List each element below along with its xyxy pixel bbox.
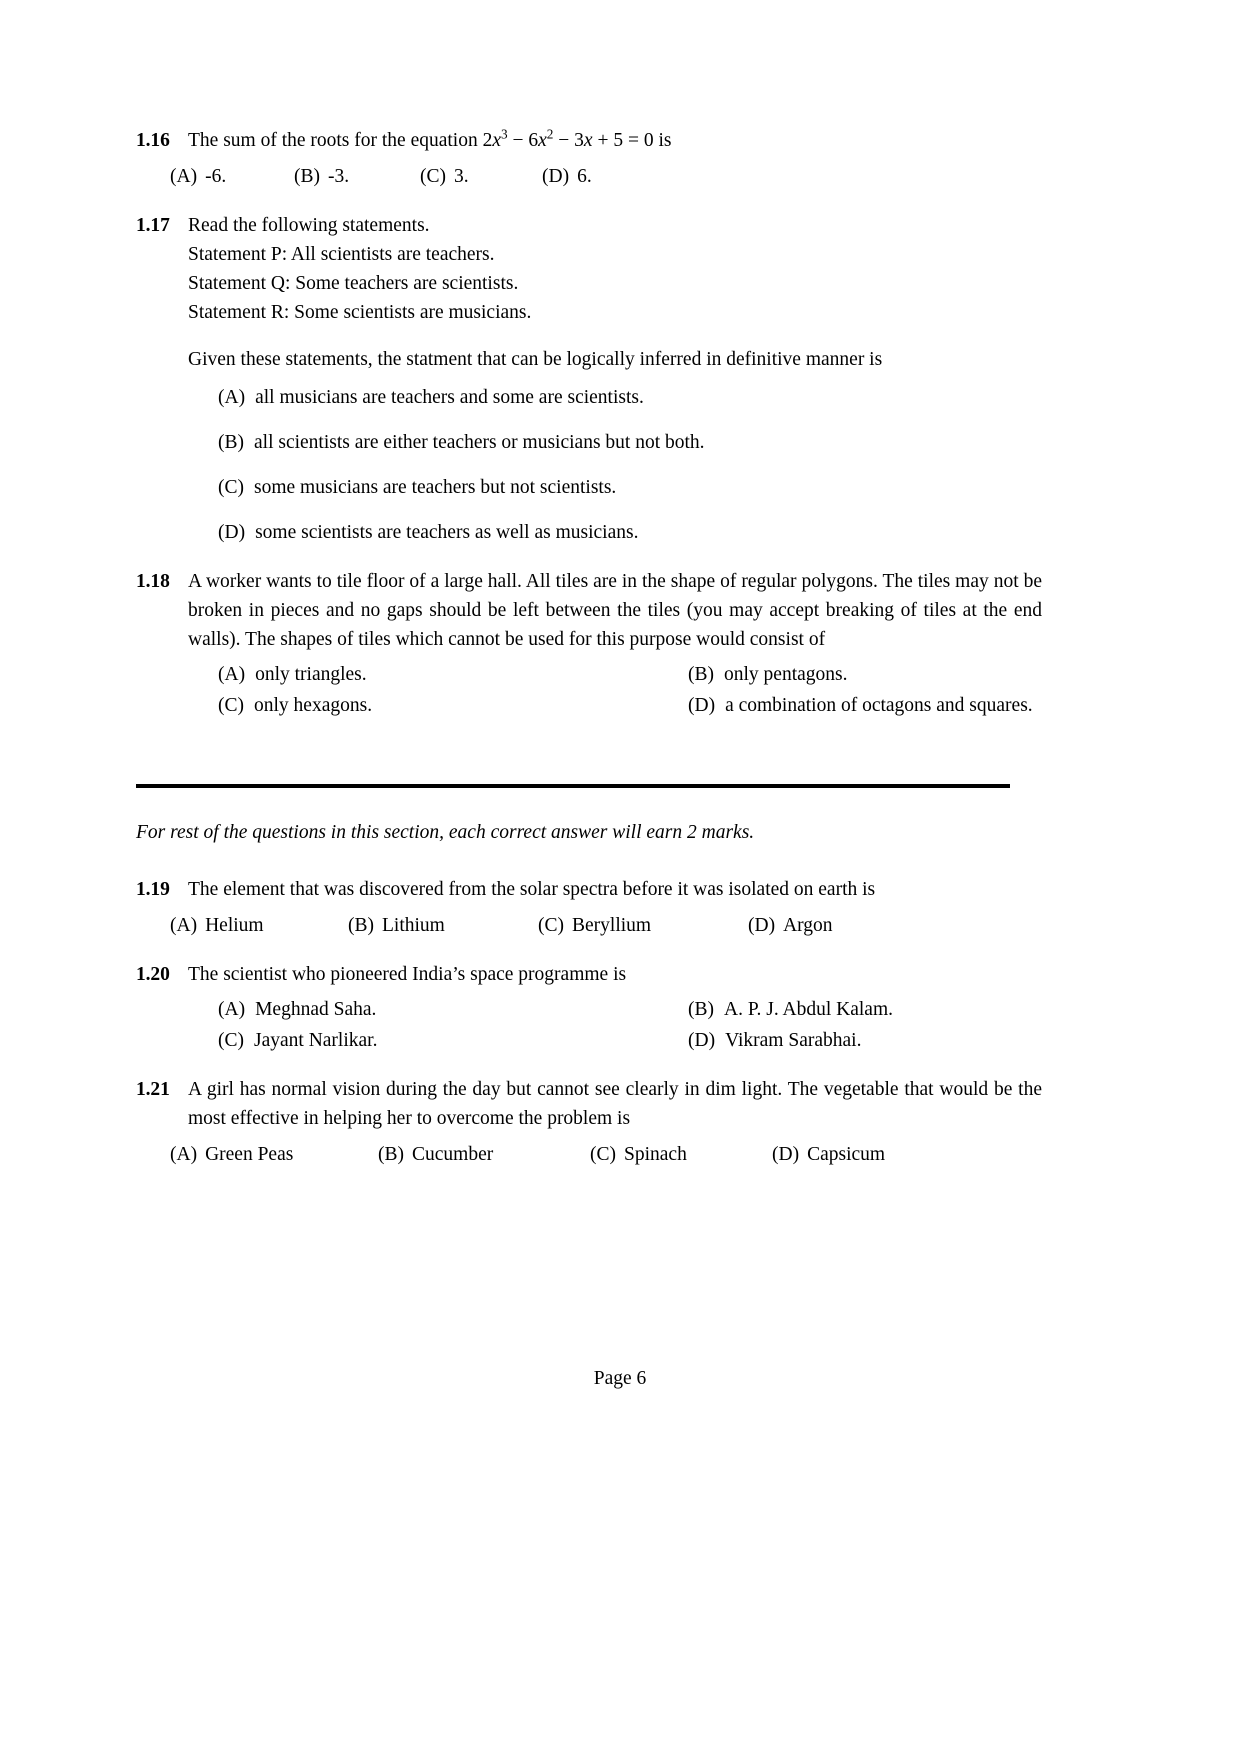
math-coeff-2: 6: [528, 130, 539, 151]
option-label: (A): [218, 664, 246, 685]
statement-r: Statement R: Some scientists are musicians.: [188, 302, 532, 323]
options-1-20: [136, 995, 1042, 1055]
question-1-20: [136, 960, 1042, 989]
math-var-2: x: [538, 130, 547, 151]
page-footer: Page 6: [593, 1368, 647, 1389]
math-coeff-3: 3: [574, 130, 584, 151]
question-1-21: [136, 1075, 1042, 1133]
option-d[interactable]: [688, 691, 1042, 720]
option-text: Vikram Sarabhai.: [725, 1030, 862, 1051]
question-text: A worker wants to tile floor of a large hall. All tiles are in the shape of regular polygons. The tiles may not be broken in pieces and no gaps should be left between the tiles (you may accept breaking of tiles at the end walls). The shapes of tiles which cannot be used for this purpose would consist of: [188, 571, 1042, 650]
option-label: (D): [688, 695, 716, 716]
option-c[interactable]: [590, 1140, 772, 1169]
option-text: only hexagons.: [254, 695, 373, 716]
question-number: 1.17: [136, 215, 170, 236]
question-text: [188, 211, 1042, 374]
option-text: Capsicum: [807, 1144, 886, 1165]
question-1-16: [136, 126, 1042, 155]
spacer: [136, 191, 1042, 211]
option-text: Jayant Narlikar.: [254, 1030, 378, 1051]
option-label: (C): [218, 695, 244, 716]
horizontal-rule: [136, 784, 1010, 788]
option-c[interactable]: [218, 1026, 688, 1055]
option-text: all musicians are teachers and some are scientists.: [255, 387, 644, 408]
option-label: (C): [538, 915, 564, 936]
option-d[interactable]: [542, 162, 592, 191]
option-label: (B): [688, 999, 714, 1020]
option-text: Green Peas: [205, 1144, 294, 1165]
option-text: Helium: [205, 915, 264, 936]
option-b[interactable]: [688, 660, 1042, 689]
option-text: 3.: [454, 166, 469, 187]
option-label: (B): [294, 166, 320, 187]
options-1-17: [136, 383, 1042, 547]
option-label: (A): [218, 999, 246, 1020]
option-text: A. P. J. Abdul Kalam.: [724, 999, 894, 1020]
math-var-1: x: [492, 130, 502, 151]
option-label: (C): [590, 1144, 616, 1165]
question-stem: Read the following statements.: [188, 215, 430, 236]
option-a[interactable]: [170, 1140, 378, 1169]
option-text: some musicians are teachers but not scientists.: [254, 477, 617, 498]
math-exp-1: 3: [501, 126, 508, 142]
question-stem-before-math: The sum of the roots for the equation: [188, 130, 483, 151]
option-c[interactable]: [420, 162, 542, 191]
option-d[interactable]: [772, 1140, 885, 1169]
question-1-18: [136, 567, 1042, 654]
option-label: (D): [772, 1144, 800, 1165]
option-label: (D): [688, 1030, 716, 1051]
option-text: -3.: [328, 166, 350, 187]
statement-p: Statement P: All scientists are teachers.: [188, 244, 495, 265]
question-text: The element that was discovered from the solar spectra before it was isolated on earth is: [188, 879, 876, 900]
option-d[interactable]: [218, 518, 1042, 547]
question-1-17: [136, 211, 1042, 374]
page-content: [136, 126, 1042, 1169]
option-label: (D): [542, 166, 570, 187]
section-divider: [136, 784, 1042, 788]
option-text: Meghnad Saha.: [255, 999, 377, 1020]
option-text: 6.: [577, 166, 592, 187]
option-label: (B): [348, 915, 374, 936]
option-c[interactable]: [218, 473, 1042, 502]
math-coeff-1: 2: [482, 130, 493, 151]
option-text: only triangles.: [255, 664, 367, 685]
option-text: Beryllium: [572, 915, 652, 936]
option-label: (D): [218, 522, 246, 543]
inference-prompt: Given these statements, the statment that can be logically inferred in definitive manner is: [188, 349, 883, 370]
question-number: 1.18: [136, 571, 170, 592]
math-op-3: +: [592, 130, 614, 151]
question-number: 1.20: [136, 964, 170, 985]
math-exp-2: 2: [546, 126, 554, 142]
option-text: only pentagons.: [724, 664, 848, 685]
option-b[interactable]: [218, 428, 1042, 457]
section-note: For rest of the questions in this section, each correct answer will earn 2 marks.: [136, 822, 755, 843]
option-a[interactable]: [218, 995, 688, 1024]
option-a[interactable]: [170, 162, 294, 191]
option-label: (A): [170, 166, 198, 187]
option-label: (C): [218, 477, 244, 498]
option-label: (B): [218, 432, 244, 453]
option-b[interactable]: [348, 911, 538, 940]
option-a[interactable]: [218, 660, 688, 689]
math-op-2: −: [553, 130, 575, 151]
question-number: 1.16: [136, 130, 170, 151]
option-c[interactable]: [538, 911, 748, 940]
spacer: [136, 940, 1042, 960]
option-text: some scientists are teachers as well as musicians.: [255, 522, 639, 543]
spacer: [136, 847, 1042, 875]
option-text: Argon: [783, 915, 833, 936]
option-label: (C): [218, 1030, 244, 1051]
options-1-19: [136, 911, 1042, 940]
option-text: -6.: [205, 166, 227, 187]
spacer: [136, 1055, 1042, 1075]
statement-list: [188, 240, 1042, 327]
question-stem-after-math: is: [653, 130, 672, 151]
option-b[interactable]: [688, 995, 1042, 1024]
option-label: (A): [170, 1144, 198, 1165]
option-text: Lithium: [382, 915, 445, 936]
options-1-18: [136, 660, 1042, 720]
question-text: A girl has normal vision during the day but cannot see clearly in dim light. The vegetable that would be the most effective in helping her to overcome the problem is: [188, 1079, 1042, 1129]
option-label: (B): [688, 664, 714, 685]
question-text: The scientist who pioneered India’s space programme is: [188, 964, 627, 985]
option-d[interactable]: [688, 1026, 1042, 1055]
option-a[interactable]: [170, 911, 348, 940]
option-c[interactable]: [218, 691, 688, 720]
option-label: (A): [170, 915, 198, 936]
question-1-19: [136, 875, 1042, 904]
math-op-1: −: [507, 130, 529, 151]
options-1-16: [136, 162, 1042, 191]
math-var-3: x: [583, 130, 593, 151]
option-label: (C): [420, 166, 446, 187]
question-number: 1.21: [136, 1079, 170, 1100]
option-label: (A): [218, 387, 246, 408]
option-text: a combination of octagons and squares.: [725, 695, 1033, 716]
statement-q: Statement Q: Some teachers are scientists.: [188, 273, 519, 294]
option-text: Spinach: [624, 1144, 687, 1165]
question-number: 1.19: [136, 879, 170, 900]
option-text: all scientists are either teachers or musicians but not both.: [254, 432, 705, 453]
options-1-21: [136, 1140, 1042, 1169]
option-label: (D): [748, 915, 776, 936]
option-text: Cucumber: [412, 1144, 494, 1165]
question-text: [188, 126, 1042, 155]
option-b[interactable]: [294, 162, 420, 191]
equation-expression: [482, 126, 654, 151]
option-a[interactable]: [218, 383, 1042, 412]
spacer: [136, 547, 1042, 567]
option-b[interactable]: [378, 1140, 590, 1169]
option-d[interactable]: [748, 911, 833, 940]
math-rhs: 5 = 0: [613, 130, 654, 151]
spacer: [188, 327, 1042, 345]
option-label: (B): [378, 1144, 404, 1165]
